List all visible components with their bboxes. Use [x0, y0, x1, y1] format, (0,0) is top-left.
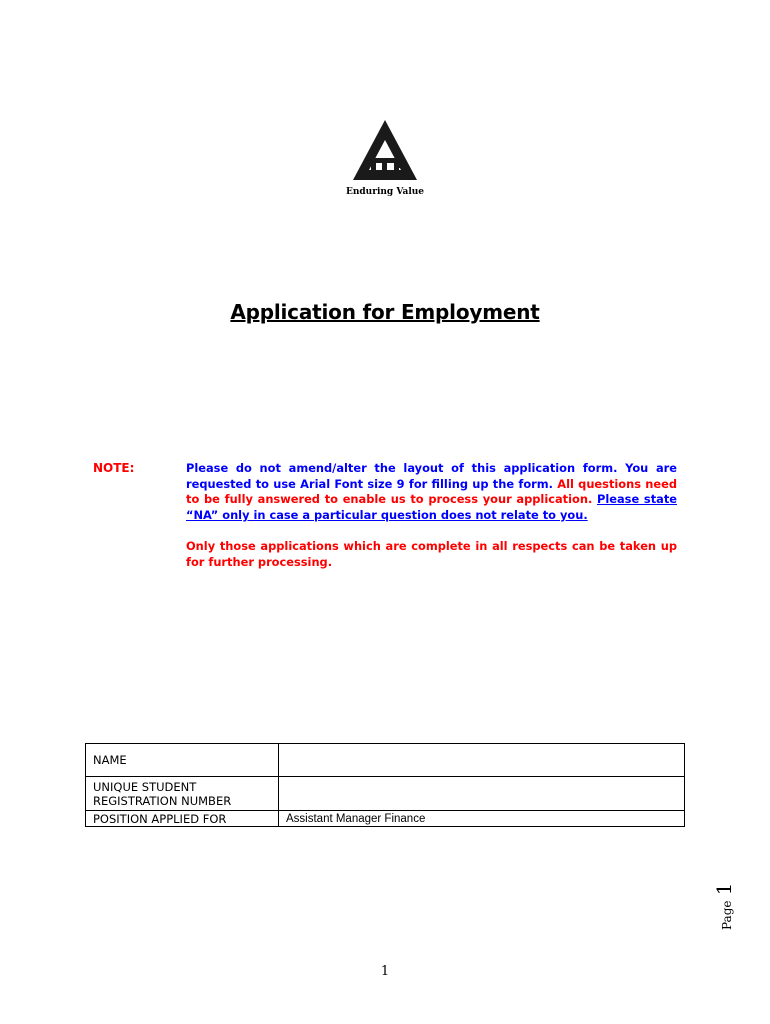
name-field[interactable]	[279, 744, 685, 777]
page-side-label	[712, 883, 736, 930]
page-side-number: 1	[712, 882, 736, 896]
logo-tagline: Enduring Value	[345, 187, 425, 197]
table-row	[86, 811, 685, 827]
page-word: Page	[720, 900, 734, 930]
table-row	[86, 744, 685, 777]
name-label: NAME	[86, 744, 279, 777]
registration-number-label: UNIQUE STUDENT REGISTRATION NUMBER	[86, 777, 279, 811]
table-row	[86, 777, 685, 811]
note-paragraph-1	[186, 461, 677, 524]
note-underlined-text: Please state “NA” only in case a particular question does not relate to you.	[186, 492, 677, 523]
position-field[interactable]: Assistant Manager Finance	[279, 811, 685, 827]
footer-page-number: 1	[380, 964, 390, 979]
registration-number-field[interactable]	[279, 777, 685, 811]
note-label: NOTE:	[93, 461, 135, 475]
note-blue-text: Please do not amend/alter the layout of this application form. You are requested to use Arial Font size 9 for filling up the form.	[186, 461, 677, 491]
applicant-info-table	[85, 743, 685, 827]
position-label: POSITION APPLIED FOR	[86, 811, 279, 827]
page-title: Application for Employment	[230, 300, 540, 324]
note-paragraph-2: Only those applications which are complete in all respects can be taken up for further processing.	[186, 538, 677, 569]
note-red-text: All questions need to be fully answered to enable us to process your application.	[186, 476, 677, 507]
note-body	[186, 461, 677, 570]
